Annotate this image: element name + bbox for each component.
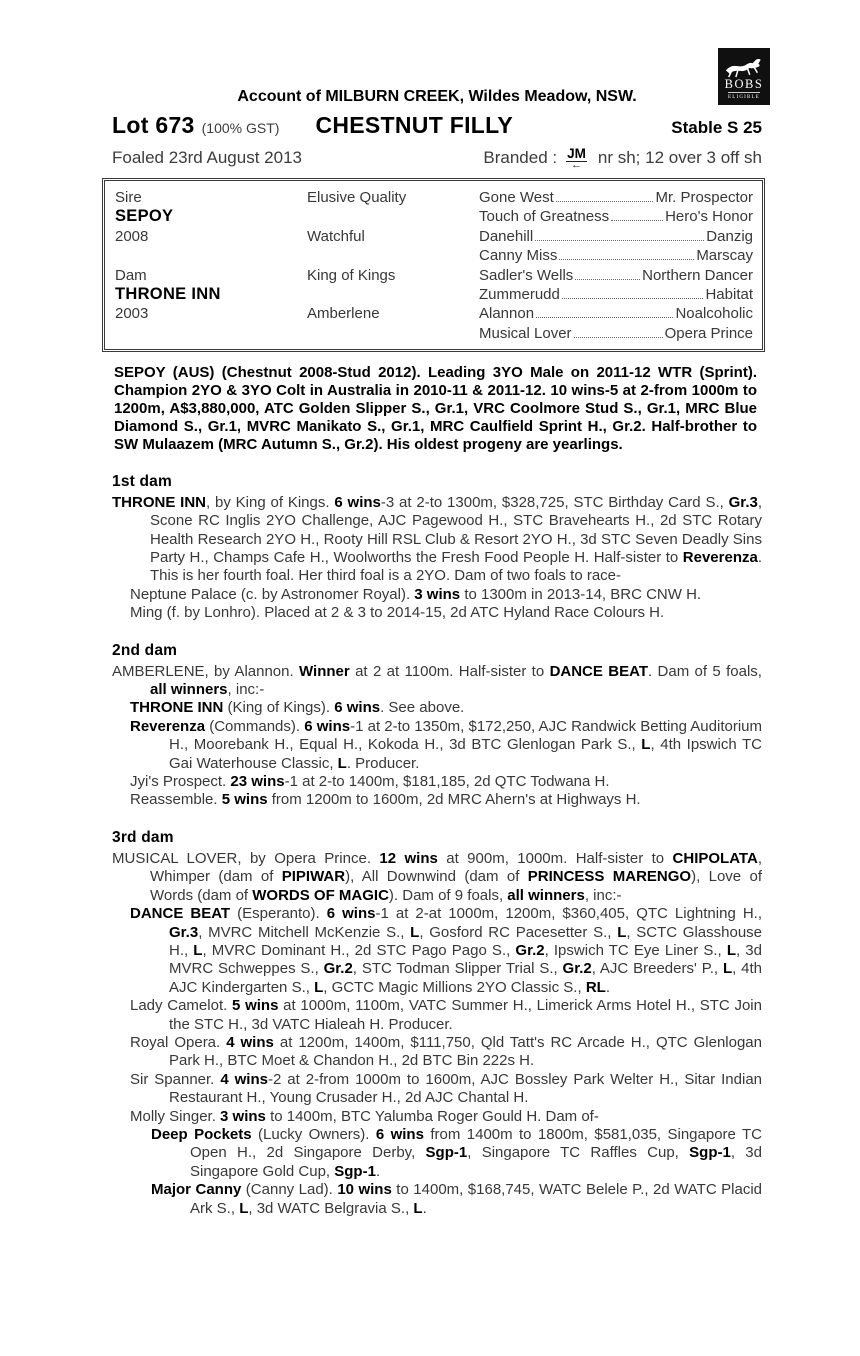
progeny-entry: Jyi's Prospect. 23 wins-1 at 2-to 1400m, $181,185, 2d QTC Todwana H.	[130, 773, 610, 791]
pedigree-row	[115, 188, 753, 207]
sire-parent-2: Watchful	[307, 227, 365, 245]
dot-leader	[611, 220, 663, 221]
grandparent-name: Touch of Greatness	[479, 208, 610, 226]
account-line: Account of MILBURN CREEK, Wildes Meadow, NSW.	[237, 88, 637, 105]
progeny-entry: THRONE INN (King of Kings). 6 wins. See above.	[130, 699, 465, 717]
grandparent-sire: Mr. Prospector	[655, 189, 753, 206]
branded-label: Branded :	[483, 148, 558, 167]
dam-parent-1: King of Kings	[307, 266, 396, 284]
grandparent-pair	[479, 304, 753, 323]
dot-leader	[556, 201, 654, 202]
dam-name: THRONE INN	[115, 285, 221, 304]
grandparent-name: Danehill	[479, 227, 534, 245]
grandparent-pair	[479, 246, 753, 265]
grandparent-sire: Danzig	[706, 227, 753, 245]
grandparent-sire: Hero's Honor	[665, 208, 753, 226]
section-heading: 3rd dam	[112, 828, 174, 846]
dam-label: Dam	[115, 266, 147, 284]
pedigree-row	[115, 324, 753, 343]
section-heading: 2nd dam	[112, 641, 178, 659]
sire-name: SEPOY	[115, 207, 174, 226]
brand-mark-icon	[566, 148, 587, 170]
grandparent-pair	[479, 227, 753, 246]
progeny-entry: Deep Pockets (Lucky Owners). 6 wins from 1400m to 1800m, $581,035, Singapore TC Open H., 2d Singapore Derby, Sgp-1, Singapore TC Raffles Cup, Sgp-1, 3d Singapore Gold Cup, Sgp-1.	[151, 1125, 763, 1180]
dot-leader	[535, 240, 704, 241]
pedigree-row	[115, 227, 753, 246]
section-heading: 1st dam	[112, 472, 172, 490]
brand-details: nr sh; 12 over 3 off sh	[597, 148, 762, 167]
grandparent-name: Alannon	[479, 305, 535, 323]
dam-lead-paragraph: AMBERLENE, by Alannon. Winner at 2 at 1100m. Half-sister to DANCE BEAT. Dam of 5 foals, all winners, inc:-	[112, 662, 762, 699]
progeny-entry: Reverenza (Commands). 6 wins-1 at 2-to 1350m, $172,250, AJC Randwick Betting Auditorium H., Moorebank H., Equal H., Kokoda H., 3d BTC Glenlogan Park S., L, 4th Ipswich TC Gai Waterhouse Classic, L. Producer.	[130, 717, 763, 772]
progeny-entry: Royal Opera. 4 wins at 1200m, 1400m, $111,750, Qld Tatt's RC Arcade H., QTC Glenlogan Park H., BTC Moet & Chandon H., 2d BTC Bin 222s H.	[130, 1033, 762, 1070]
second-dam-section	[112, 642, 762, 810]
grandparent-sire: Northern Dancer	[642, 266, 753, 284]
bobs-eligible-label: ELIGIBLE	[728, 92, 760, 101]
dam-lead-paragraph: MUSICAL LOVER, by Opera Prince. 12 wins at 900m, 1000m. Half-sister to CHIPOLATA, Whimper (dam of PIPIWAR), All Downwind (dam of PRINCESS MARENGO), Love of Words (dam of WORDS OF MAGIC). Dam of 9 foals, all winners, inc:-	[112, 849, 763, 904]
grandparent-name: Canny Miss	[479, 247, 558, 265]
grandparent-sire: Opera Prince	[664, 324, 753, 342]
grandparent-name: Sadler's Wells	[479, 266, 574, 284]
grandparent-pair	[479, 266, 753, 285]
gst-note: (100% GST)	[201, 120, 280, 136]
foaled-line	[112, 148, 762, 170]
sire-year: 2008	[115, 227, 149, 245]
sire-summary-paragraph: SEPOY (AUS) (Chestnut 2008-Stud 2012). Leading 3YO Male on 2011-12 WTR (Sprint). Champion 2YO & 3YO Colt in Australia in 2010-11 & 2011-12. 10 wins-5 at 2-from 1000m to 1200m, A$3,880,000, ATC Golden Slipper S., Gr.1, VRC Coolmore Stud S., Gr.1, MRC Blue Diamond S., Gr.1, MVRC Manikato S., Gr.1, MRC Caulfield Sprint H., Gr.2. Half-brother to SW Mulaazem (MRC Autumn S., Gr.2). His oldest progeny are yearlings.	[114, 364, 757, 453]
dot-leader	[562, 298, 704, 299]
dam-parent-2: Amberlene	[307, 305, 380, 323]
dam-year: 2003	[115, 305, 149, 323]
progeny-entry: Ming (f. by Lonhro). Placed at 2 & 3 to 2014-15, 2d ATC Hyland Race Colours H.	[130, 604, 665, 622]
progeny-entry: Reassemble. 5 wins from 1200m to 1600m, 2d MRC Ahern's at Highways H.	[130, 791, 641, 809]
pedigree-row	[115, 246, 753, 265]
grandparent-pair	[479, 285, 753, 304]
grandparent-name: Gone West	[479, 189, 554, 206]
progeny-entry: Major Canny (Canny Lad). 10 wins to 1400m, $168,745, WATC Belele P., 2d WATC Placid Ark S., L, 3d WATC Belgravia S., L.	[151, 1181, 763, 1217]
brand-mark: JM	[567, 146, 586, 161]
dot-leader	[559, 259, 694, 260]
lot-line	[112, 112, 762, 139]
progeny-entry: DANCE BEAT (Esperanto). 6 wins-1 at 2-at 1000m, 1200m, $360,405, QTC Lightning H., Gr.3, MVRC Mitchell McKenzie S., L, Gosford RC Pacesetter S., L, SCTC Glasshouse H., L, MVRC Dominant H., 2d STC Pago Pago S., Gr.2, Ipswich TC Eye Liner S., L, 3d MVRC Schweppes S., Gr.2, STC Todman Slipper Trial S., Gr.2, AJC Breeders' P., L, 4th AJC Kindergarten S., L, GCTC Magic Millions 2YO Classic S., RL.	[130, 905, 763, 996]
pedigree-row	[115, 304, 753, 323]
grandparent-sire: Noalcoholic	[675, 305, 753, 323]
progeny-entry: Sir Spanner. 4 wins-2 at 2-from 1000m to 1600m, AJC Bossley Park Welter H., Sitar Indian Restaurant H., Young Crusader H., 2d AJC Chantal H.	[130, 1070, 763, 1107]
pedigree-row	[115, 285, 753, 304]
grandparent-pair	[479, 207, 753, 226]
pedigree-row	[115, 207, 753, 226]
stable-number: Stable S 25	[671, 118, 762, 137]
grandparent-name: Zummerudd	[479, 286, 560, 304]
sire-parent-1: Elusive Quality	[307, 189, 407, 206]
grandparent-sire: Habitat	[705, 286, 753, 304]
grandparent-pair	[479, 324, 753, 343]
foaled-date: Foaled 23rd August 2013	[112, 148, 302, 167]
grandparent-pair	[479, 188, 753, 207]
dam-lead-paragraph: THRONE INN, by King of Kings. 6 wins-3 at 2-to 1300m, $328,725, STC Birthday Card S., Gr.3, Scone RC Inglis 2YO Challenge, AJC Pagewood H., STC Bravehearts H., 2d STC Rotary Health Research 2YO H., Rooty Hill RSL Club & Resort 2YO H., 3d STC Seven Deadly Sins Party H., Champs Cafe H., Woolworths the Fresh Food People H. Half-sister to Reverenza. This is her fourth foal. Her third foal is a 2YO. Dam of two foals to race-	[112, 493, 762, 585]
pedigree-table	[102, 178, 765, 352]
dot-leader	[574, 337, 663, 338]
brand-arrow-icon: ←	[570, 159, 582, 171]
brand-group	[483, 148, 762, 170]
lot-number: Lot 673	[112, 112, 195, 138]
grandparent-name: Musical Lover	[479, 324, 572, 342]
progeny-entry: Neptune Palace (c. by Astronomer Royal). 3 wins to 1300m in 2013-14, BRC CNW H.	[130, 585, 702, 603]
progeny-entry: Molly Singer. 3 wins to 1400m, BTC Yalumba Roger Gould H. Dam of-	[130, 1107, 599, 1125]
dot-leader	[575, 279, 640, 280]
horse-description: CHESTNUT FILLY	[315, 112, 514, 138]
third-dam-section	[112, 829, 762, 1218]
first-dam-section	[112, 473, 762, 623]
dot-leader	[536, 317, 673, 318]
progeny-entry: Lady Camelot. 5 wins at 1000m, 1100m, VATC Summer H., Limerick Arms Hotel H., STC Join the STC H., 3d VATC Hialeah H. Producer.	[130, 997, 762, 1033]
grandparent-sire: Marscay	[696, 247, 753, 265]
sire-label: Sire	[115, 189, 142, 206]
bobs-label: BOBS	[724, 77, 764, 91]
pedigree-row	[115, 266, 753, 285]
